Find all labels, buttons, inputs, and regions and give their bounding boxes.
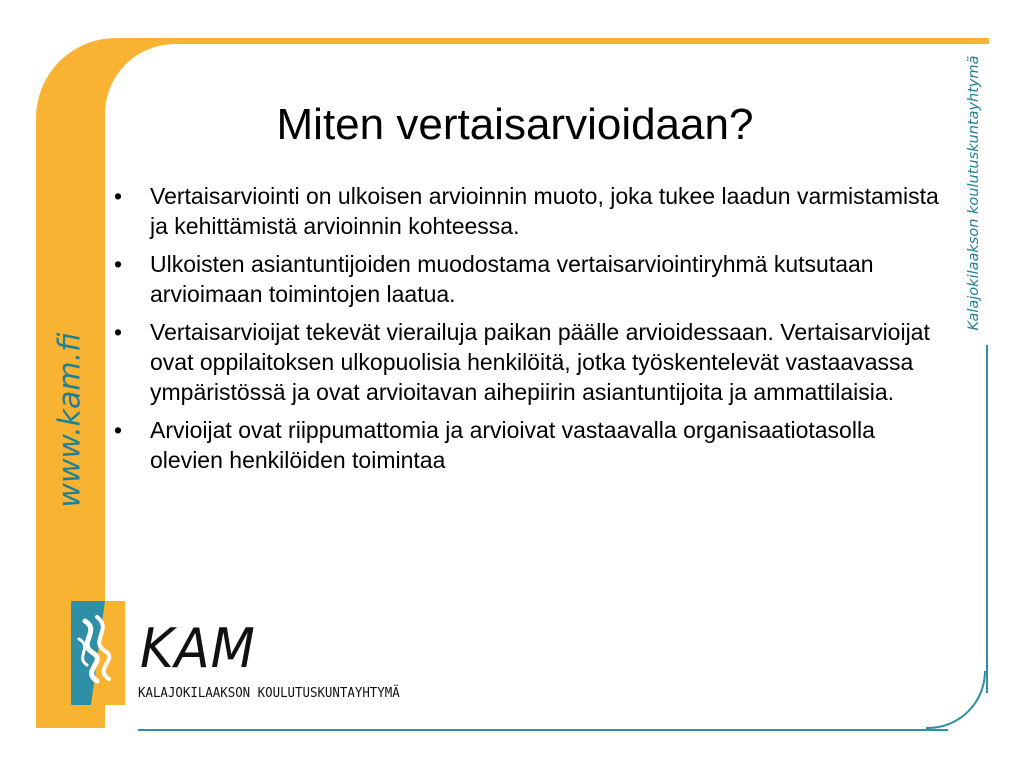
bullet-text: Vertaisarvioijat tekevät vierailuja paikan päälle arvioidessaan. Vertaisarvioijat ovat oppilaitoksen ulkopuolisia henkilöitä, jotka työskentelevät vastaavassa ympäristössä ja ovat arvioitavan aihepiirin asiantuntijoita ja ammattilaisia. — [150, 319, 930, 405]
bullet-list — [114, 181, 954, 483]
bullet-item — [114, 181, 954, 241]
logo-subtitle: KALAJOKILAAKSON KOULUTUSKUNTAYHTYMÄ — [138, 685, 400, 701]
bullet-dot: • — [114, 183, 123, 209]
bullet-item — [114, 317, 954, 407]
bullet-text: Ulkoisten asiantuntijoiden muodostama vertaisarviointiryhmä kutsutaan arvioimaan toimintojen laatua. — [150, 251, 874, 307]
flame-wave-logo-icon — [71, 601, 125, 705]
bullet-text: Arvioijat ovat riippumattomia ja arvioivat vastaavalla organisaatiotasolla olevien henkilöiden toimintaa — [150, 417, 875, 473]
bullet-item — [114, 415, 954, 475]
bullet-dot: • — [114, 251, 123, 277]
side-url-text: www.kam.fi — [52, 332, 88, 508]
side-organisation-text: Kalajokilaakson koulutuskuntayhtymä — [966, 55, 982, 331]
bullet-dot: • — [114, 417, 123, 443]
logo-wordmark: KAM — [140, 617, 256, 680]
bullet-dot: • — [114, 319, 123, 345]
bottom-teal-rule — [138, 729, 948, 731]
bullet-text: Vertaisarviointi on ulkoisen arvioinnin muoto, joka tukee laadun varmistamista ja kehittämistä arvioinnin kohteessa. — [150, 183, 939, 239]
bullet-item — [114, 249, 954, 309]
right-teal-rule — [986, 345, 988, 693]
slide-title: Miten vertaisarvioidaan? — [276, 100, 754, 149]
